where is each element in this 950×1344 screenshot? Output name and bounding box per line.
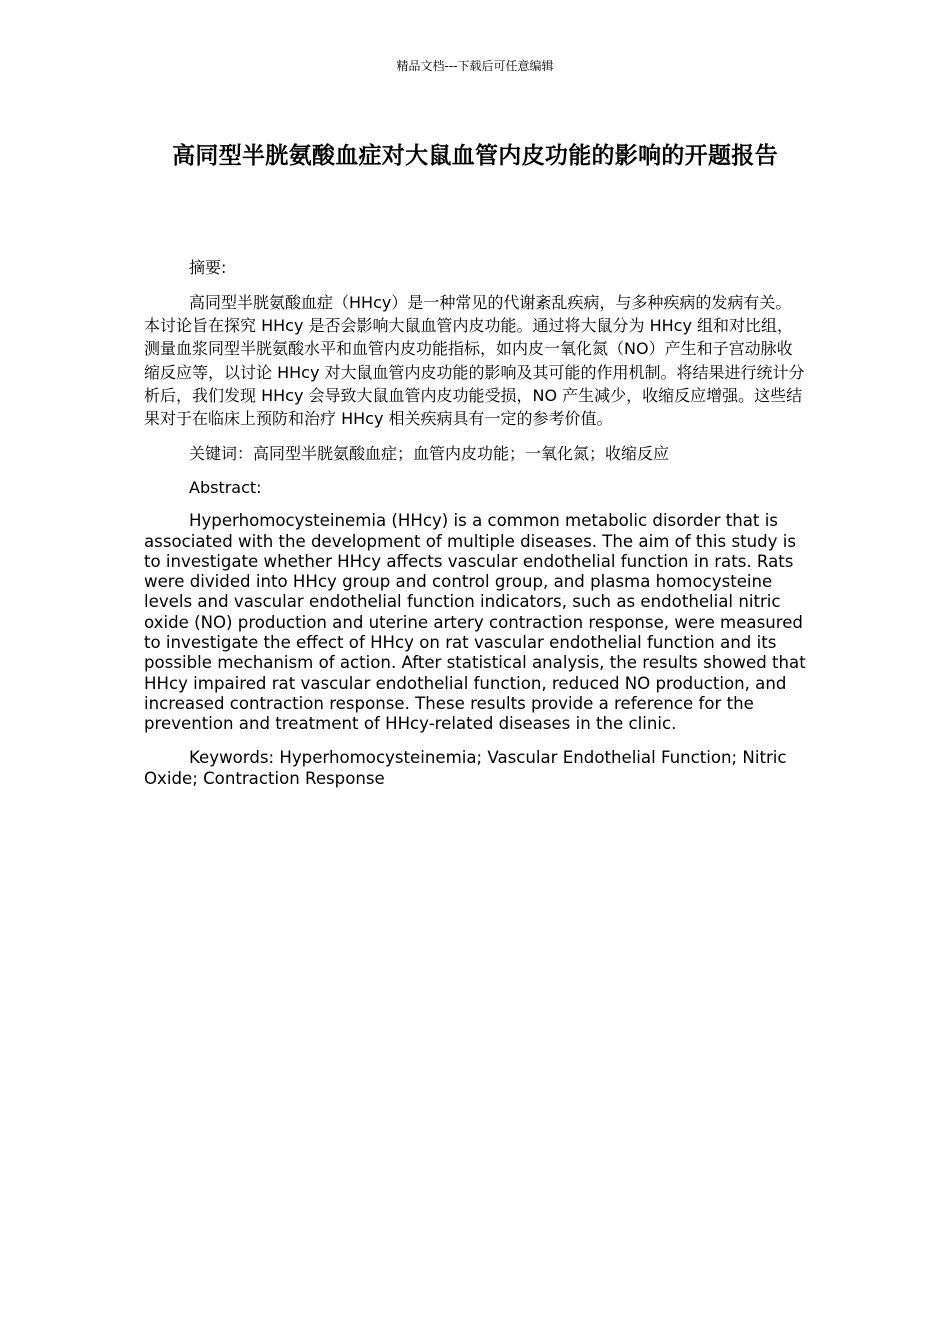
document-body	[144, 256, 806, 789]
abstract-en-body: Hyperhomocysteinemia (HHcy) is a common metabolic disorder that is associated with the development of multiple diseases. The aim of this study is to investigate whether HHcy affects vascular endothelial function in rats. Rats were divided into HHcy group and control group, and plasma homocysteine levels and vascular endothelial function indicators, such as endothelial nitric oxide (NO) production and uterine artery contraction response, were measured to investigate the effect of HHcy on rat vascular endothelial function and its possible mechanism of action. After statistical analysis, the results showed that HHcy impaired rat vascular endothelial function, reduced NO production, and increased contraction response. These results provide a reference for the prevention and treatment of HHcy-related diseases in the clinic.	[144, 511, 806, 734]
keywords-en: Keywords: Hyperhomocysteinemia; Vascular Endothelial Function; Nitric Oxide; Contraction Response	[144, 748, 787, 788]
header-note: 精品文档---下载后可任意编辑	[396, 59, 554, 73]
abstract-cn-label: 摘要:	[189, 258, 227, 277]
abstract-cn-body: 高同型半胱氨酸血症（HHcy）是一种常见的代谢紊乱疾病，与多种疾病的发病有关。本讨论旨在探究 HHcy 是否会影响大鼠血管内皮功能。通过将大鼠分为 HHcy 组和对比组，测量血浆同型半胱氨酸水平和血管内皮功能指标，如内皮一氧化氮（NO）产生和子宫动脉收缩反应等，以讨论 HHcy 对大鼠血管内皮功能的影响及其可能的作用机制。将结果进行统计分析后，我们发现 HHcy 会导致大鼠血管内皮功能受损，NO 产生减少，收缩反应增强。这些结果对于在临床上预防和治疗 HHcy 相关疾病具有一定的参考价值。	[144, 293, 805, 429]
page-title: 高同型半胱氨酸血症对大鼠血管内皮功能的影响的开题报告	[172, 143, 778, 169]
abstract-en-label: Abstract:	[189, 478, 262, 498]
keywords-cn: 关键词：高同型半胱氨酸血症；血管内皮功能；一氧化氮；收缩反应	[189, 444, 670, 464]
